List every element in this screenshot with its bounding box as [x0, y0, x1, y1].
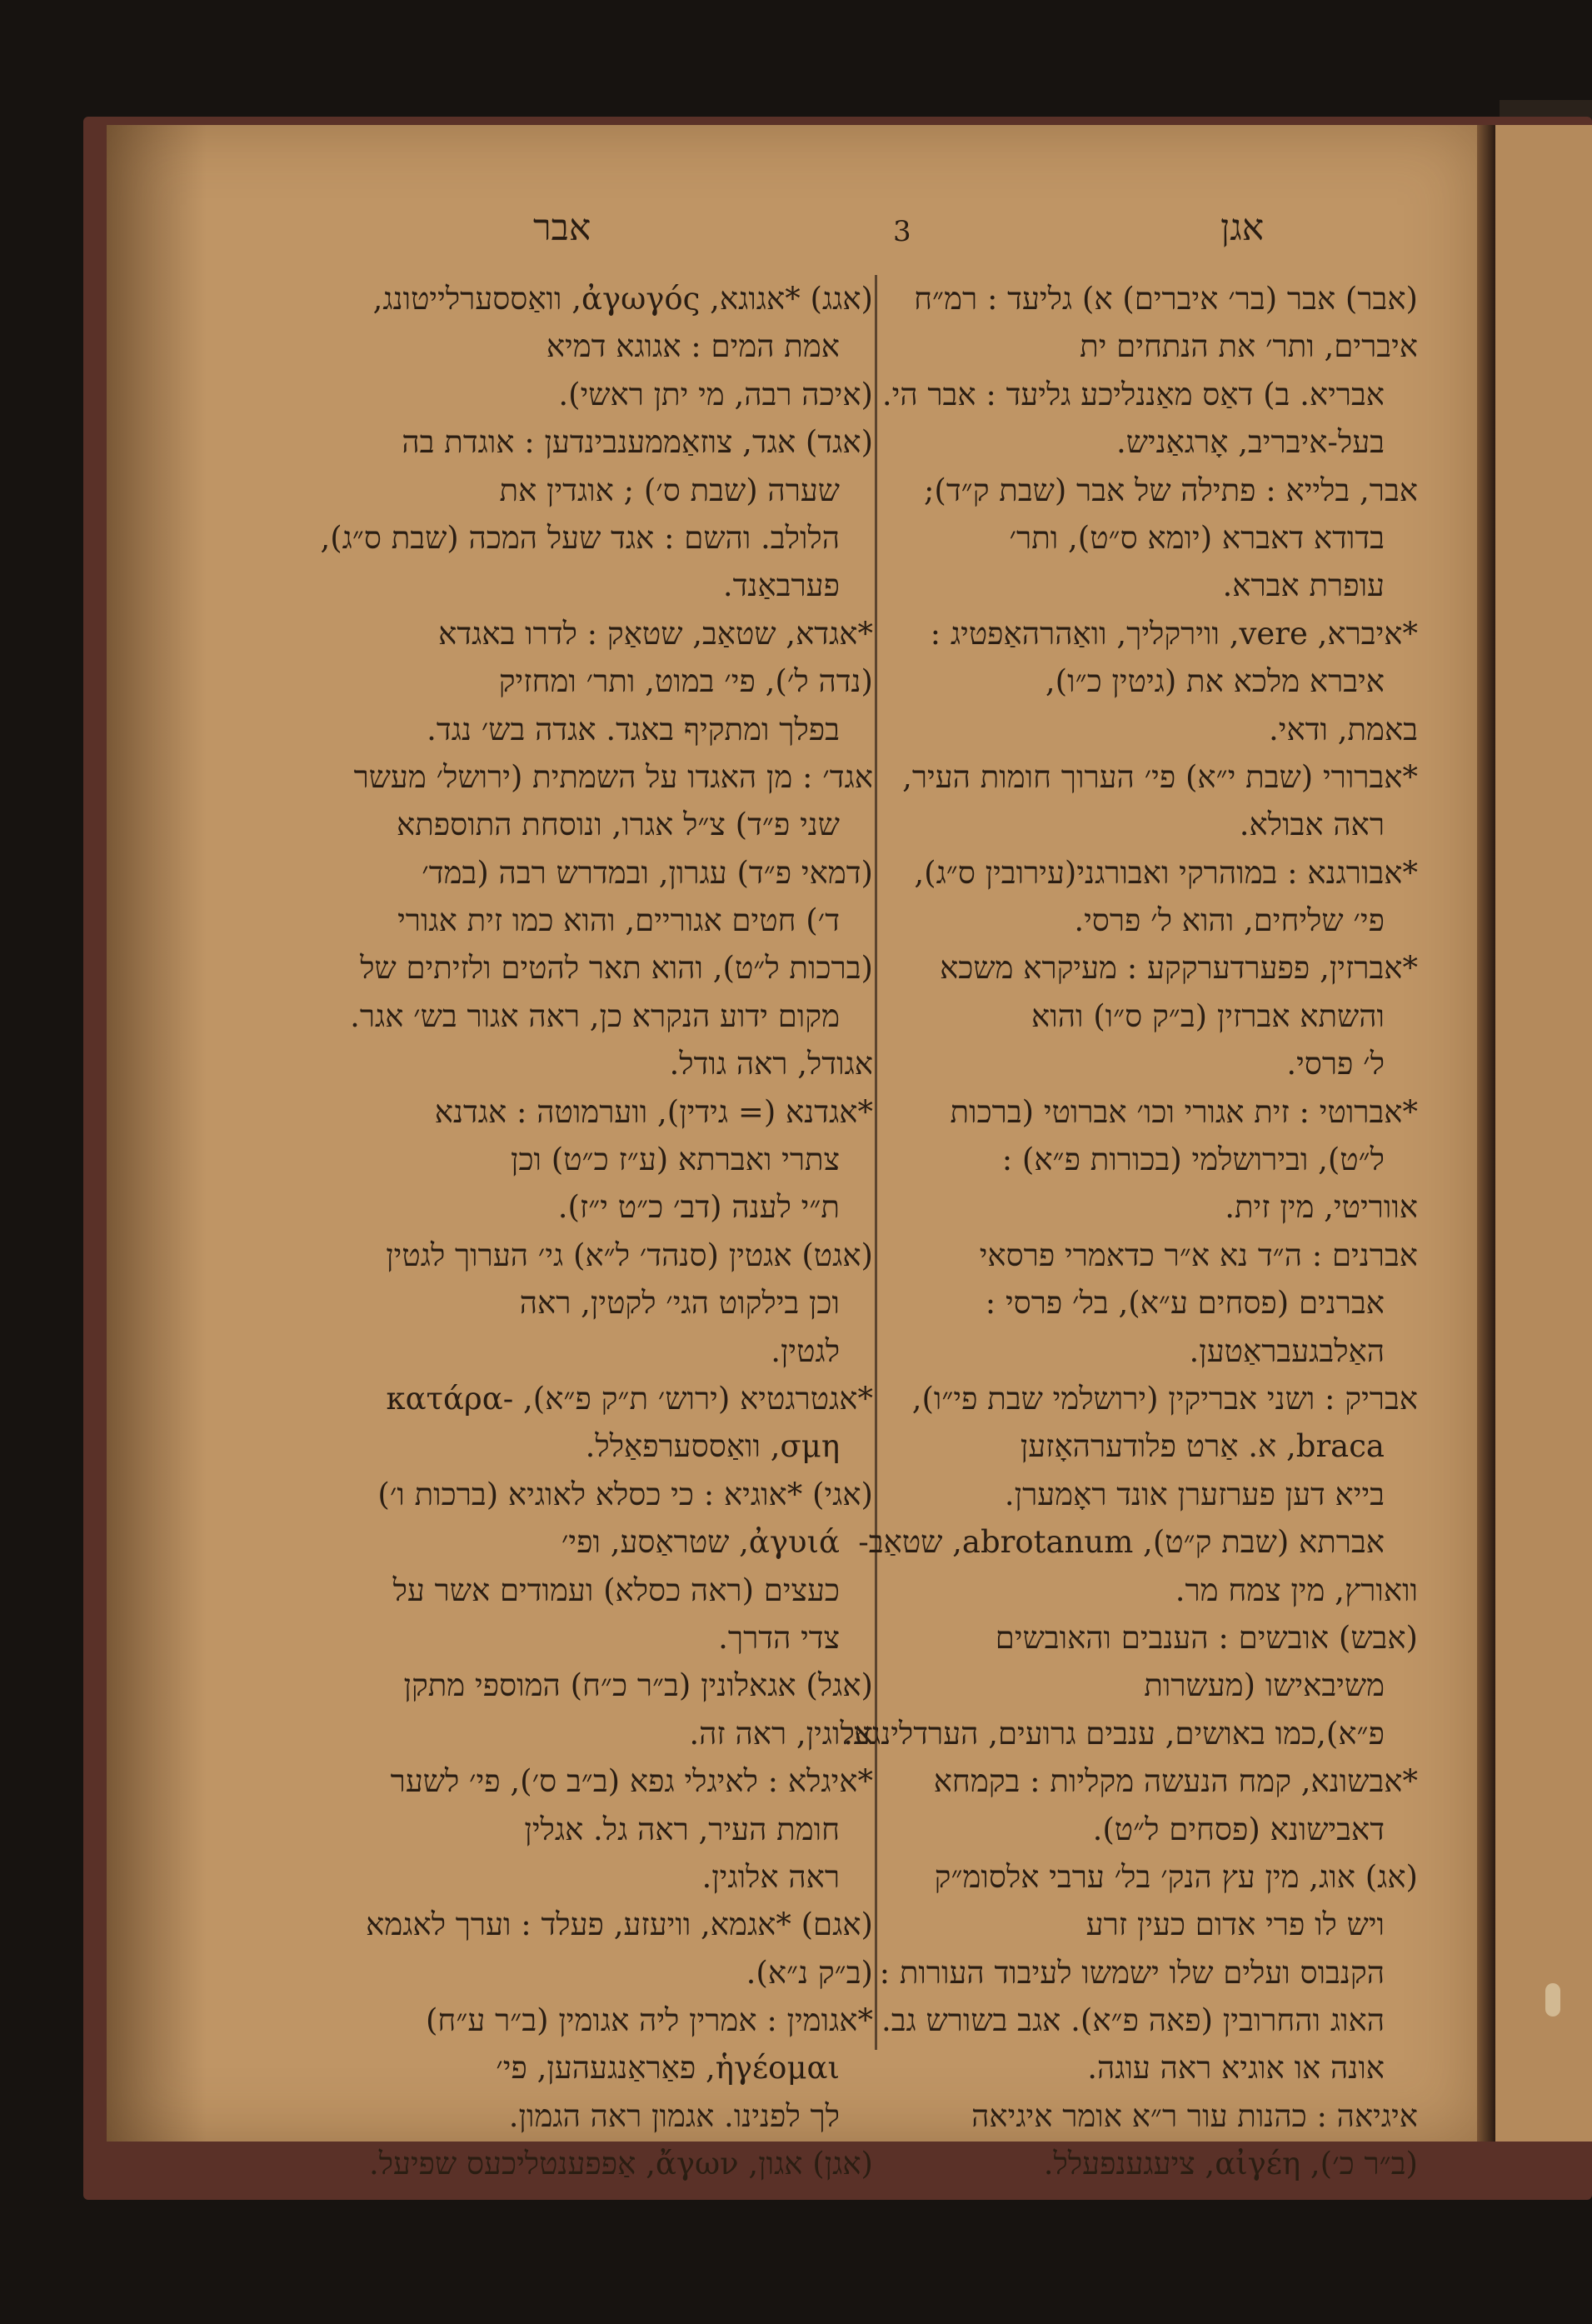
- text-line: חומת העיר, ראה גל. אגלין: [524, 1811, 840, 1847]
- text-line: צדי הדרך.: [718, 1619, 840, 1656]
- text-line: (אגי) *אוגיא : כי כסלא לאוגיא (ברכות ו׳): [377, 1476, 873, 1512]
- text-line: שערה (שבת ס׳) ; אוגדין את: [499, 472, 840, 508]
- text-line: ראה אבולא.: [1239, 807, 1385, 843]
- text-line: אבר, בלייא : פתילה של אבר (שבת ק״ד);: [923, 472, 1418, 508]
- text-line: braca, א. אַרט פלודערהאָזען: [1020, 1428, 1385, 1465]
- text-line: (אגן) אגון, ἄγων, אַפפענטליכעס שפיעל.: [368, 2146, 873, 2182]
- text-line: בדודא דאברא (יומא ס״ט), ותר׳: [1009, 519, 1385, 556]
- text-line: ת״י לענה (דב׳ כ״ט י״ז).: [557, 1189, 840, 1226]
- text-line: באמת, ודאי.: [1269, 711, 1418, 747]
- text-line: *איגלא : לאיגלי גפא (ב״ב ס׳), פי׳ לשער: [390, 1763, 873, 1800]
- text-line: וכן בילקוט הגי׳ לקטין, ראה: [519, 1285, 840, 1322]
- book-gutter: [1477, 125, 1495, 2142]
- text-line: (דמאי פ״ד) עגרון, ובמדרש רבה (במד׳: [422, 854, 873, 891]
- left-column: [290, 275, 873, 2188]
- text-line: פ״א),כמו באושים, ענבים גרועים, הערדלינגע.: [843, 1715, 1385, 1752]
- text-line: אברתא (שבת ק״ט), abrotanum, שטאַב-: [858, 1524, 1385, 1561]
- text-line: *אגדא, שטאַב, שטאַק : לדרו באגדא: [438, 615, 873, 652]
- text-line: הקנבוס ועלים שלו ישמשו לעיבוד העורות :: [879, 1954, 1385, 1991]
- text-line: (אגג) *אגוגא, ἀγωγός, וואַססערלייטונג,: [372, 281, 873, 317]
- text-line: (נדה ל׳), פי׳ במוט, ותר׳ ומחזיק: [498, 663, 873, 700]
- text-line: בעל-איבריב, אָרגאַניש.: [1115, 424, 1385, 461]
- right-column: [843, 275, 1418, 2188]
- text-line: איברא מלכא את (גיטין כ״ו),: [1045, 663, 1385, 700]
- text-line: *אבשונא, קמח הנעשה מקליות : בקמחא: [933, 1763, 1418, 1800]
- text-line: דאבישונא (פסחים ל״ט).: [1092, 1811, 1385, 1847]
- text-line: (ב״ר כ׳), αἰγέη, ציעגענפעלל.: [1043, 2146, 1418, 2182]
- text-line: *אברזין, פפערדערקקע : מעיקרא משכא: [940, 950, 1418, 987]
- text-line: אברנים : ה״ד נא א״ר כדאמרי פרסאי: [979, 1237, 1418, 1273]
- text-line: בפלך ומתקיף באגד. אגדה בש׳ נגד.: [427, 711, 840, 747]
- text-line: ויש לו פרי אדום כעין זרע: [1085, 1907, 1385, 1943]
- text-line: (ברכות ל״ט), והוא תאר להטים ולזיתים של: [360, 950, 873, 987]
- page-mark: [1545, 1983, 1560, 2017]
- text-line: (איכה רבה, מי יתן ראשי).: [558, 376, 873, 412]
- text-line: (ב״ק נ״א).: [746, 1954, 873, 1991]
- text-line: מקום ידוע הנקרא כן, ראה אגור בש׳ אגר.: [350, 997, 840, 1034]
- text-line: אברנים (פסחים ע״א), בל׳ פרסי :: [985, 1285, 1385, 1322]
- text-line: (אבש) אובשים : הענבים והאובשים: [995, 1619, 1418, 1656]
- text-line: פערבאַנד.: [722, 567, 840, 604]
- text-line: (אגט) אגטין (סנהד׳ ל״א) גי׳ הערוך לגטין: [386, 1237, 873, 1273]
- text-line: אגד׳ : מן האגדו על השמתית (ירושל׳ מעשר: [353, 758, 873, 795]
- text-line: (אגם) *אגמא, וויעזע, פעלד : וערך לאגמא: [366, 1907, 873, 1943]
- text-line: פי׳ שליחים, והוא ל׳ פרסי.: [1074, 902, 1385, 939]
- text-line: צתרי ואברתא (ע״ז כ״ט) וכן: [511, 1142, 840, 1178]
- text-line: (אבר) אבר (בר׳ איברים) א) גליעד : רמ״ח: [914, 281, 1418, 317]
- text-line: לגטין.: [771, 1332, 840, 1369]
- text-line: *אגדנא (= גידין), ווערמוטה : אגדנא: [434, 1093, 873, 1130]
- text-line: (אג) אוג, מין עץ הנק׳ בל׳ ערבי אלסומ״ק: [934, 1858, 1418, 1895]
- text-line: *אבורגנא : במוהרקי ואבורגני(עירובין ס״ג),: [914, 854, 1418, 891]
- text-line: ראה אלוגין.: [701, 1858, 840, 1895]
- text-line: ἡγέομαι, פאַראַנגעהען, פי׳: [496, 2050, 840, 2087]
- text-line: וואורץ, מין צמח מר.: [1175, 1572, 1418, 1608]
- text-line: ד׳) חטים אגוריים, והוא כמו זית אגורי: [397, 902, 840, 939]
- text-line: *אברוטי : זית אגורי וכו׳ אברוטי (ברכות: [950, 1093, 1418, 1130]
- running-head-left: אבר: [533, 207, 591, 249]
- text-line: לך לפנינו. אגמון ראה הגמון.: [508, 2097, 840, 2134]
- page-shadow: [107, 125, 207, 2142]
- text-line: הלולב. והשם : אגד שעל המכה (שבת ס״ג),: [320, 519, 840, 556]
- text-line: אונה או אוגיא ראה עוגה.: [1087, 2050, 1385, 2087]
- text-line: כעצים (ראה כסלא) ועמודים אשר על: [392, 1572, 840, 1608]
- text-line: *איברא, vere, ווירקליך, וואַהרהאַפטיג :: [930, 615, 1418, 652]
- text-line: *אגטרגטיא (ירוש׳ ת״ק פ״א), -κατάρα: [386, 1380, 873, 1417]
- text-line: ἀγυιά, שטראַסע, ופי׳: [561, 1524, 840, 1561]
- text-line: והשתא אברזין (ב״ק ס״ו) והוא: [1031, 997, 1385, 1034]
- text-line: איגיאה : כהנות עור ר״א אומר איגיאה: [971, 2097, 1418, 2134]
- text-line: שני פ״ד) צ״ל אגרו, ונוסחת התוספתא: [397, 807, 840, 843]
- text-line: אלוגין, ראה זה.: [689, 1715, 873, 1752]
- column-divider: [875, 275, 877, 2050]
- text-line: איברים, ותר׳ את הנתחים ית: [1080, 328, 1418, 365]
- text-line: ל״ט), ובירושלמי (בכורות פ״א) :: [1001, 1142, 1385, 1178]
- text-line: משיבאישו (מעשרות: [1144, 1667, 1385, 1704]
- text-line: אווריטי, מין זית.: [1225, 1189, 1418, 1226]
- text-line: *אברורי (שבת י״א) פי׳ הערוך חומות העיר,: [902, 758, 1418, 795]
- facing-page-edge: [1495, 125, 1592, 2142]
- text-line: בייא דען פערזערן אונד ראָמערן.: [1004, 1476, 1385, 1512]
- text-line: אבריק : ושני אבריקין (ירושלמי שבת פי״ו),: [911, 1380, 1418, 1417]
- text-line: אבריא. ב) דאַס מאַננליכע גליעד : אבר הי.: [881, 376, 1385, 412]
- text-line: עופרת אברא.: [1222, 567, 1385, 604]
- text-line: האַלבגעבראַטען.: [1189, 1332, 1385, 1369]
- running-head-right: אגן: [1220, 207, 1265, 249]
- text-line: (אגד) אגד, צוזאַממענבינדען : אוגדת בה: [402, 424, 873, 461]
- text-line: σμη, וואַססערפאַלל.: [585, 1428, 840, 1465]
- text-line: (אגל) אגאלונין (ב״ר כ״ח) המוספי מתקן: [403, 1667, 873, 1704]
- text-line: *אגומין : אמרין ליה אגומין (ב״ר ע״ח): [426, 2002, 873, 2039]
- text-line: אגודל, ראה גודל.: [669, 1046, 873, 1082]
- text-line: אמת המים : אגוגא דמיא: [546, 328, 840, 365]
- text-line: ל׳ פרסי.: [1286, 1046, 1385, 1082]
- text-line: האוג והחרובין (פאה פ״א). אגב בשורש גב.: [881, 2002, 1385, 2039]
- page-number: 3: [893, 215, 911, 248]
